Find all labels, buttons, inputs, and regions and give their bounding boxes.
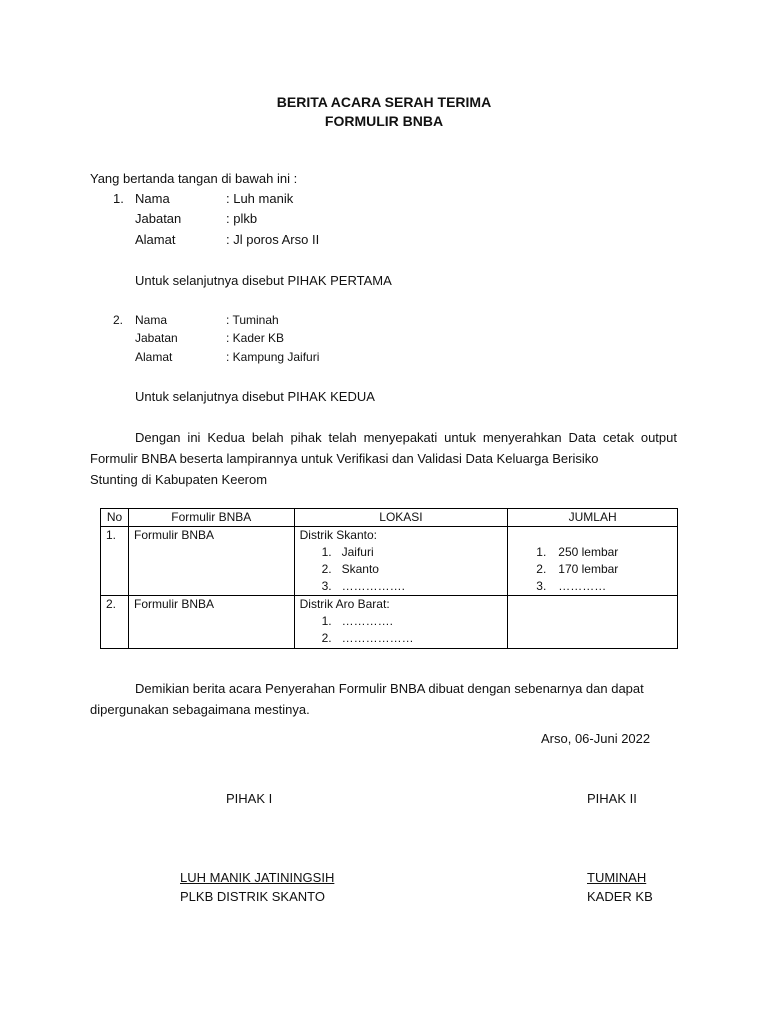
party1-position-value: : plkb — [226, 211, 258, 226]
row2-form: Formulir BNBA — [128, 596, 294, 649]
party1-designation: Untuk selanjutnya disebut PIHAK PERTAMA — [135, 273, 392, 288]
row2-location — [294, 596, 508, 649]
row1-amount — [508, 527, 678, 596]
row2-amount — [508, 596, 678, 649]
header-location: LOKASI — [294, 509, 508, 527]
agreement-last-line: Stunting di Kabupaten Keerom — [90, 472, 268, 487]
table-row — [101, 596, 678, 649]
party2-position-label: Jabatan — [135, 331, 178, 345]
bnba-table — [100, 508, 678, 649]
amount-item: 1. 250 lembar — [536, 545, 619, 559]
party2-address-label: Alamat — [135, 350, 173, 364]
amount-item: 3. ………… — [536, 579, 607, 593]
row1-no: 1. — [101, 527, 129, 596]
closing-paragraph — [90, 678, 677, 720]
document-subtitle: FORMULIR BNBA — [324, 113, 444, 129]
party2-name-value: : Tuminah — [226, 313, 279, 327]
place-date: Arso, 06-Juni 2022 — [541, 731, 651, 746]
party2-position-value: : Kader KB — [226, 331, 285, 345]
party2-name-label: Nama — [135, 313, 168, 327]
party2-number: 2. — [113, 313, 124, 327]
party1-name-value: : Luh manik — [226, 191, 294, 206]
closing-last-line: dipergunakan sebagaimana mestinya. — [90, 702, 310, 717]
row2-district: Distrik Aro Barat: — [299, 597, 390, 611]
closing-body: Demikian berita acara Penyerahan Formulir BNBA dibuat dengan sebenarnya dan dapat — [135, 681, 644, 696]
location-item: 2. Skanto — [321, 562, 379, 576]
location-item: 2. ……………… — [321, 631, 414, 645]
intro-text: Yang bertanda tangan di bawah ini : — [90, 171, 298, 186]
header-no: No — [101, 509, 129, 527]
amount-item: 2. 170 lembar — [536, 562, 619, 576]
row1-district: Distrik Skanto: — [299, 528, 377, 542]
party1-address-label: Alamat — [135, 232, 176, 247]
party2-address-value: : Kampung Jaifuri — [226, 350, 320, 364]
row1-form: Formulir BNBA — [128, 527, 294, 596]
signature-right-name: TUMINAH — [587, 870, 647, 885]
party2-designation: Untuk selanjutnya disebut PIHAK KEDUA — [135, 389, 375, 404]
signature-left-name: LUH MANIK JATININGSIH — [180, 870, 335, 885]
table-header-row — [101, 509, 678, 527]
signature-right-title: KADER KB — [587, 889, 653, 904]
agreement-body: Dengan ini Kedua belah pihak telah menyepakati untuk menyerahkan Data cetak output Formulir BNBA beserta lampirannya untuk Verifikasi dan Validasi Data Keluarga Berisiko — [90, 430, 677, 466]
header-form: Formulir BNBA — [128, 509, 294, 527]
location-item: 1. Jaifuri — [321, 545, 374, 559]
location-item: 3. ……………. — [321, 579, 405, 593]
header-amount: JUMLAH — [508, 509, 678, 527]
party1-number: 1. — [113, 191, 124, 206]
agreement-paragraph — [90, 427, 677, 490]
signature-left-title: PLKB DISTRIK SKANTO — [180, 889, 325, 904]
signature-left-role: PIHAK I — [226, 791, 273, 806]
row1-location — [294, 527, 508, 596]
table-row — [101, 527, 678, 596]
party1-name-label: Nama — [135, 191, 170, 206]
row2-no: 2. — [101, 596, 129, 649]
party1-address-value: : Jl poros Arso II — [226, 232, 320, 247]
signature-right-role: PIHAK II — [587, 791, 637, 806]
location-item: 1. …………. — [321, 614, 393, 628]
document-title: BERITA ACARA SERAH TERIMA — [276, 94, 492, 110]
party1-position-label: Jabatan — [135, 211, 182, 226]
